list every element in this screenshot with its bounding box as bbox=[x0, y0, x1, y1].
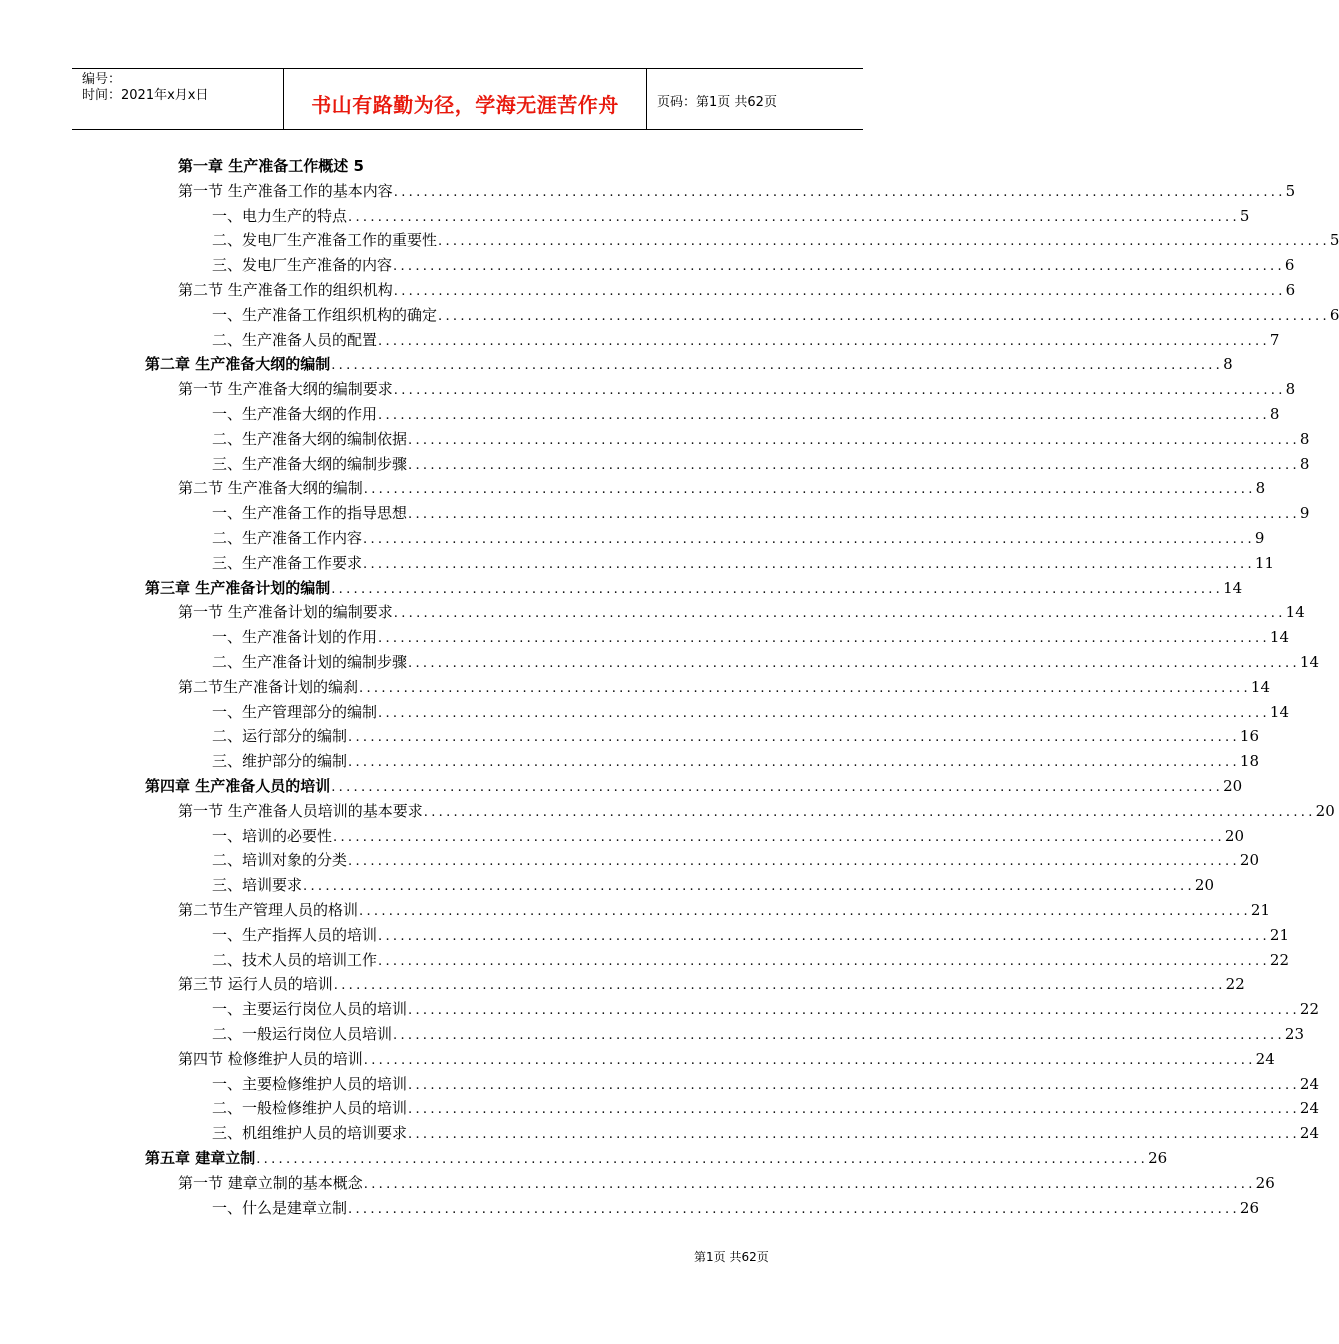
toc-item-row[interactable] bbox=[212, 700, 1289, 725]
toc-page-number: 9 bbox=[1299, 504, 1310, 523]
toc-page-number: 18 bbox=[1239, 752, 1259, 771]
toc-entry-title: 一、生产指挥人员的培训 bbox=[212, 925, 378, 944]
toc-item-row[interactable] bbox=[212, 724, 1259, 749]
toc-item-row[interactable] bbox=[212, 1121, 1319, 1146]
toc-item-row[interactable] bbox=[212, 625, 1289, 650]
toc-item-row[interactable] bbox=[212, 228, 1339, 253]
toc-entry-title: 二、生产准备人员的配置 bbox=[212, 330, 378, 349]
toc-leader-dots: ........................................................................................................................ bbox=[348, 755, 1240, 771]
toc-page-number: 22 bbox=[1269, 950, 1289, 969]
toc-leader-dots: ........................................................................................................................ bbox=[363, 1176, 1256, 1192]
toc-page-number: 22 bbox=[1225, 975, 1245, 994]
toc-leader-dots: ........................................................................................................................ bbox=[408, 1127, 1300, 1143]
toc-page-number: 7 bbox=[1269, 330, 1280, 349]
toc-page-number: 8 bbox=[1223, 355, 1233, 374]
toc-section-row[interactable] bbox=[178, 1171, 1275, 1196]
toc-leader-dots: ........................................................................................................................ bbox=[363, 532, 1255, 547]
time-label: 时间：2021年x月x日 bbox=[82, 88, 209, 103]
toc-entry-title: 一、电力生产的特点 bbox=[212, 206, 348, 225]
toc-page-number: 21 bbox=[1250, 901, 1270, 919]
toc-leader-dots: ........................................................................................................................ bbox=[331, 780, 1224, 795]
toc-entry-title: 二、技术人员的培训工作 bbox=[212, 950, 378, 969]
toc-leader-dots: ........................................................................................................................ bbox=[438, 234, 1330, 250]
toc-entry-title: 一、生产准备工作的指导思想 bbox=[212, 504, 408, 523]
toc-page-number: 20 bbox=[1315, 801, 1335, 820]
toc-item-row[interactable] bbox=[212, 253, 1295, 278]
toc-section-row[interactable] bbox=[178, 179, 1296, 204]
toc-entry-title: 一、生产准备大纲的作用 bbox=[212, 405, 378, 423]
toc-page-number: 23 bbox=[1284, 1025, 1304, 1043]
toc-page-number: 8 bbox=[1299, 454, 1310, 473]
toc-entry-title: 第二节生产管理人员的格训 bbox=[178, 901, 359, 919]
toc-leader-dots: ........................................................................................................................ bbox=[331, 581, 1224, 597]
toc-page-number: 8 bbox=[1285, 380, 1296, 399]
toc-section-row[interactable] bbox=[178, 600, 1305, 625]
toc-page-number: 26 bbox=[1239, 1198, 1259, 1217]
toc-entry-title: 二、生产准备大纲的编制依据 bbox=[212, 429, 408, 448]
header-page-info: 页码：第1页 共62页 bbox=[657, 95, 777, 110]
toc-entry-title: 第二节 生产准备大纲的编制 bbox=[178, 479, 363, 498]
toc-entry-title: 三、生产准备大纲的编制步骤 bbox=[212, 454, 408, 473]
toc-page-number: 20 bbox=[1224, 826, 1244, 845]
toc-page-number: 24 bbox=[1255, 1049, 1275, 1068]
toc-chapter-row[interactable] bbox=[145, 774, 1243, 799]
toc-entry-title: 第二节生产准备计划的编刹 bbox=[178, 677, 359, 696]
toc-section-row[interactable] bbox=[178, 1047, 1275, 1072]
toc-item-row[interactable] bbox=[212, 452, 1310, 477]
toc-entry-title: 三、培训要求 bbox=[212, 876, 303, 895]
toc-leader-dots: ........................................................................................................................ bbox=[408, 1102, 1300, 1118]
toc-leader-dots: ........................................................................................................................ bbox=[393, 606, 1286, 622]
toc-item-row[interactable] bbox=[212, 427, 1310, 452]
toc-item-row[interactable] bbox=[212, 551, 1274, 576]
toc-chapter-row[interactable] bbox=[145, 352, 1233, 377]
toc-entry-title: 二、生产准备计划的编制步骤 bbox=[212, 653, 408, 671]
toc-entry-title: 第一章 生产准备工作概述 5 bbox=[178, 157, 364, 175]
toc-leader-dots: ........................................................................................................................ bbox=[393, 184, 1286, 200]
toc-leader-dots: ........................................................................................................................ bbox=[303, 879, 1195, 895]
toc-leader-dots: ........................................................................................................................ bbox=[393, 1028, 1285, 1043]
toc-leader-dots: ........................................................................................................................ bbox=[408, 656, 1300, 671]
toc-leader-dots: ........................................................................................................................ bbox=[408, 1003, 1300, 1019]
toc-leader-dots: ........................................................................................................................ bbox=[408, 432, 1300, 448]
toc-item-row[interactable] bbox=[212, 824, 1244, 849]
toc-page-number: 21 bbox=[1269, 925, 1289, 944]
toc-chapter-row[interactable] bbox=[145, 1146, 1168, 1171]
toc-leader-dots: ........................................................................................................................ bbox=[438, 308, 1330, 324]
toc-leader-dots: ........................................................................................................................ bbox=[359, 680, 1251, 696]
toc-leader-dots: ........................................................................................................................ bbox=[408, 457, 1300, 473]
toc-leader-dots: ........................................................................................................................ bbox=[408, 1077, 1300, 1093]
toc-item-row[interactable] bbox=[212, 848, 1259, 873]
toc-entry-title: 第二节 生产准备工作的组织机构 bbox=[178, 281, 393, 299]
toc-page-number: 5 bbox=[1329, 231, 1339, 250]
toc-entry-title: 三、维护部分的编制 bbox=[212, 752, 348, 771]
toc-page-number: 8 bbox=[1269, 405, 1280, 423]
toc-entry-title: 第四章 生产准备人员的培训 bbox=[145, 777, 331, 795]
toc-leader-dots: ........................................................................................................................ bbox=[378, 953, 1270, 969]
toc-item-row[interactable] bbox=[212, 1022, 1304, 1047]
toc-item-row[interactable] bbox=[212, 526, 1265, 551]
toc-item-row[interactable] bbox=[212, 650, 1319, 675]
toc-section-row[interactable] bbox=[178, 278, 1296, 303]
page-footer: 第1页 共62页 bbox=[694, 1250, 769, 1264]
toc-entry-title: 第一节 生产准备人员培训的基本要求 bbox=[178, 801, 423, 820]
toc-leader-dots: ........................................................................................................................ bbox=[363, 1052, 1256, 1068]
toc-page-number: 5 bbox=[1285, 181, 1296, 200]
toc-item-row[interactable] bbox=[212, 204, 1250, 229]
toc-item-row[interactable] bbox=[212, 948, 1289, 973]
toc-page-number: 24 bbox=[1299, 1099, 1319, 1118]
toc-item-row[interactable] bbox=[212, 402, 1280, 427]
toc-section-row[interactable] bbox=[178, 972, 1245, 997]
toc-page-number: 6 bbox=[1329, 305, 1339, 324]
toc-item-row[interactable] bbox=[212, 749, 1259, 774]
toc-leader-dots: ........................................................................................................................ bbox=[393, 284, 1286, 299]
toc-item-row[interactable] bbox=[212, 1096, 1319, 1121]
toc-section-row[interactable] bbox=[178, 675, 1270, 700]
toc-leader-dots: ........................................................................................................................ bbox=[378, 705, 1270, 721]
toc-page-number: 22 bbox=[1299, 1000, 1319, 1019]
toc-leader-dots: ........................................................................................................................ bbox=[331, 358, 1224, 374]
toc-section-row[interactable] bbox=[178, 898, 1270, 923]
toc-item-row[interactable] bbox=[212, 997, 1319, 1022]
toc-entry-title: 一、什么是建章立制 bbox=[212, 1198, 348, 1217]
toc-page-number: 20 bbox=[1194, 876, 1214, 895]
toc-leader-dots: ........................................................................................................................ bbox=[378, 631, 1270, 647]
toc-leader-dots: ........................................................................................................................ bbox=[408, 507, 1300, 523]
toc-page-number: 14 bbox=[1269, 628, 1289, 647]
toc-entry-title: 三、发电厂生产准备的内容 bbox=[212, 256, 393, 275]
toc-page-number: 14 bbox=[1285, 603, 1305, 622]
toc-page-number: 8 bbox=[1299, 429, 1310, 448]
code-label: 编号： bbox=[82, 72, 122, 87]
toc-page-number: 26 bbox=[1148, 1149, 1168, 1167]
toc-entry-title: 第一节 生产准备大纲的编制要求 bbox=[178, 380, 393, 399]
toc-leader-dots: ........................................................................................................................ bbox=[423, 804, 1316, 820]
toc-item-row[interactable] bbox=[212, 501, 1310, 526]
toc-page-number: 16 bbox=[1239, 727, 1259, 746]
toc-entry-title: 一、培训的必要性 bbox=[212, 826, 333, 845]
toc-entry-title: 一、生产准备工作组织机构的确定 bbox=[212, 305, 438, 324]
toc-leader-dots: ........................................................................................................................ bbox=[348, 854, 1240, 870]
toc-leader-dots: ........................................................................................................................ bbox=[393, 383, 1286, 399]
toc-page-number: 5 bbox=[1239, 206, 1250, 225]
toc-page-number: 11 bbox=[1254, 553, 1274, 572]
toc-leader-dots: ........................................................................................................................ bbox=[333, 978, 1226, 994]
toc-entry-title: 二、发电厂生产准备工作的重要性 bbox=[212, 231, 438, 250]
toc-leader-dots: ........................................................................................................................ bbox=[359, 904, 1251, 919]
toc-entry-title: 一、主要运行岗位人员的培训 bbox=[212, 1000, 408, 1019]
toc-entry-title: 第二章 生产准备大纲的编制 bbox=[145, 355, 331, 374]
toc-entry-title: 一、生产准备计划的作用 bbox=[212, 628, 378, 647]
toc-leader-dots: ........................................................................................................................ bbox=[378, 928, 1270, 944]
toc-entry-title: 第一节 建章立制的基本概念 bbox=[178, 1173, 363, 1192]
toc-page-number: 24 bbox=[1299, 1074, 1319, 1093]
toc-item-row[interactable] bbox=[212, 923, 1289, 948]
toc-leader-dots: ........................................................................................................................ bbox=[378, 333, 1270, 349]
toc-page-number: 26 bbox=[1255, 1173, 1275, 1192]
toc-entry-title: 第三章 生产准备计划的编制 bbox=[145, 578, 331, 597]
toc-page-number: 14 bbox=[1223, 578, 1243, 597]
toc-leader-dots: ........................................................................................................................ bbox=[333, 829, 1225, 845]
toc-leader-dots: ........................................................................................................................ bbox=[348, 1201, 1240, 1217]
toc-entry-title: 一、生产管理部分的编制 bbox=[212, 702, 378, 721]
toc-section-row[interactable] bbox=[178, 377, 1296, 402]
toc-section-row[interactable] bbox=[178, 799, 1335, 824]
toc-page-number: 6 bbox=[1285, 281, 1296, 299]
toc-entry-title: 三、生产准备工作要求 bbox=[212, 553, 363, 572]
toc-entry-title: 二、一般运行岗位人员培训 bbox=[212, 1025, 393, 1043]
toc-page-number: 14 bbox=[1269, 702, 1289, 721]
toc-page-number: 6 bbox=[1284, 256, 1295, 275]
toc-page-number: 14 bbox=[1299, 653, 1319, 671]
header-page-cell bbox=[647, 69, 863, 129]
toc-item-row[interactable] bbox=[212, 873, 1214, 898]
toc-leader-dots: ........................................................................................................................ bbox=[256, 1152, 1149, 1167]
toc-leader-dots: ........................................................................................................................ bbox=[378, 408, 1270, 423]
toc-section-row[interactable] bbox=[178, 476, 1266, 501]
header-motto: 书山有路勤为径，学海无涯苦作舟 bbox=[311, 93, 619, 117]
header-meta bbox=[72, 69, 284, 129]
toc-page-number: 9 bbox=[1254, 529, 1265, 547]
toc-chapter-row[interactable] bbox=[145, 576, 1243, 601]
toc-entry-title: 第一节 生产准备计划的编制要求 bbox=[178, 603, 393, 622]
toc-page-number: 20 bbox=[1239, 851, 1259, 870]
page-header bbox=[72, 68, 863, 130]
toc-leader-dots: ........................................................................................................................ bbox=[363, 556, 1255, 572]
toc-page-number: 8 bbox=[1255, 479, 1266, 498]
toc-leader-dots: ........................................................................................................................ bbox=[348, 209, 1240, 225]
toc-entry-title: 三、机组维护人员的培训要求 bbox=[212, 1124, 408, 1143]
toc-page-number: 24 bbox=[1299, 1124, 1319, 1143]
toc-entry-title: 第一节 生产准备工作的基本内容 bbox=[178, 181, 393, 200]
toc-item-row[interactable] bbox=[212, 1072, 1319, 1097]
toc-entry-title: 二、一般检修维护人员的培训 bbox=[212, 1099, 408, 1118]
toc-entry-title: 二、生产准备工作内容 bbox=[212, 529, 363, 547]
toc-page-number: 14 bbox=[1250, 677, 1270, 696]
toc-page-number: 20 bbox=[1223, 777, 1243, 795]
toc-item-row[interactable] bbox=[212, 1196, 1259, 1221]
toc-entry-title: 第四节 检修维护人员的培训 bbox=[178, 1049, 363, 1068]
toc-item-row[interactable] bbox=[212, 328, 1280, 353]
toc-entry-title: 一、主要检修维护人员的培训 bbox=[212, 1074, 408, 1093]
toc-leader-dots: ........................................................................................................................ bbox=[348, 730, 1240, 746]
toc-entry-title: 二、培训对象的分类 bbox=[212, 851, 348, 870]
toc-leader-dots: ........................................................................................................................ bbox=[363, 482, 1256, 498]
toc-entry-title: 第五章 建章立制 bbox=[145, 1149, 256, 1167]
toc-item-row[interactable] bbox=[212, 303, 1339, 328]
toc-chapter-row[interactable] bbox=[178, 154, 364, 179]
header-motto-cell bbox=[284, 69, 647, 129]
toc-entry-title: 二、运行部分的编制 bbox=[212, 727, 348, 746]
toc-entry-title: 第三节 运行人员的培训 bbox=[178, 975, 333, 994]
toc-leader-dots: ........................................................................................................................ bbox=[393, 259, 1285, 275]
